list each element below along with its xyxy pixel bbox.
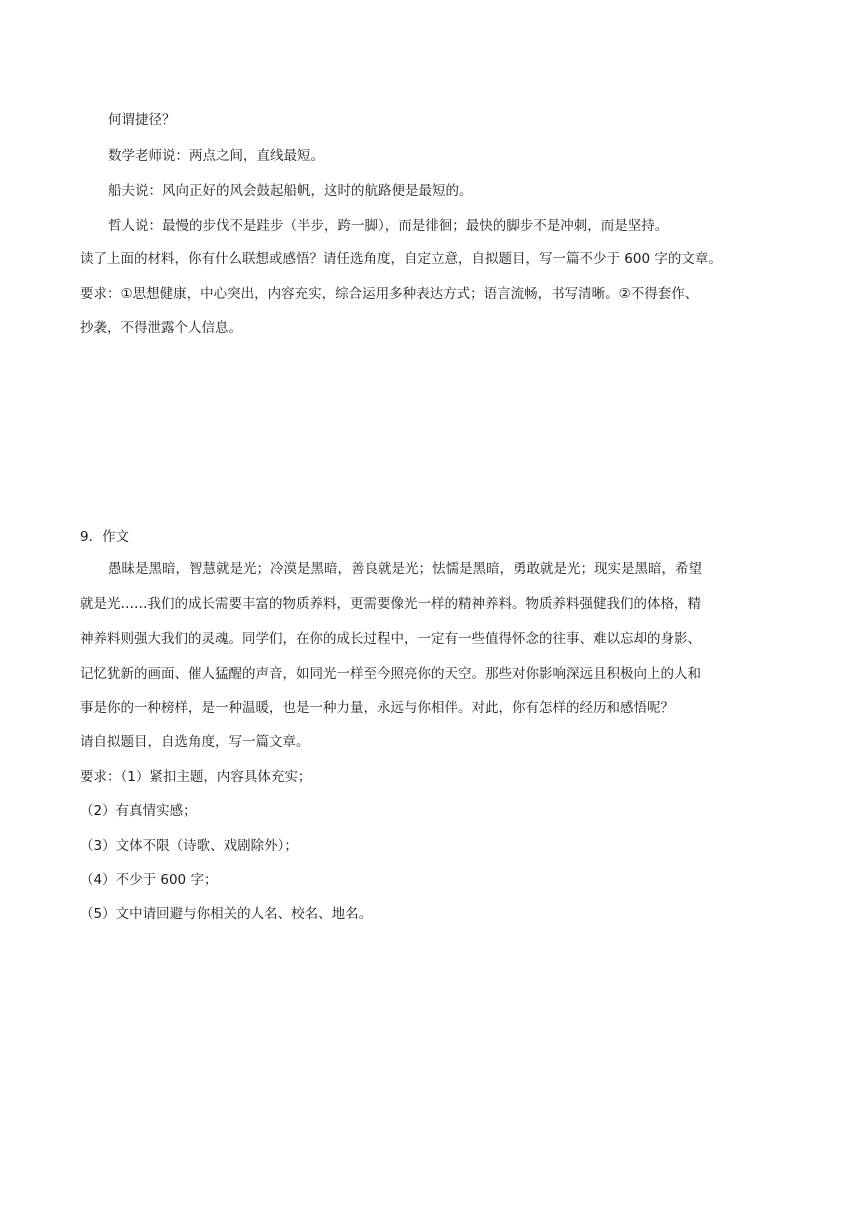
material-quote-philosopher: 哲人说：最慢的步伐不是跬步（半步，跨一脚），而是徘徊；最快的脚步不是冲刺，而是坚持。 bbox=[108, 218, 669, 234]
essay-prompt: 读了上面的材料，你有什么联想或感悟？请任选角度，自定立意，自拟题目，写一篇不少于 600 字的文章。 bbox=[80, 251, 722, 267]
passage-line-5: 事是你的一种榜样，是一种温暖，也是一种力量，永远与你相伴。对此，你有怎样的经历和感悟呢？ bbox=[80, 700, 674, 716]
passage-line-1: 愚昧是黑暗，智慧就是光；冷漠是黑暗，善良就是光；怯懦是黑暗，勇敢就是光；现实是黑暗，希望 bbox=[108, 561, 702, 577]
material-quote-math-teacher: 数学老师说：两点之间，直线最短。 bbox=[108, 148, 324, 164]
passage-line-3: 神养料则强大我们的灵魂。同学们，在你的成长过程中，一定有一些值得怀念的往事、难以忘却的身影、 bbox=[80, 631, 701, 647]
requirement-3: （3）文体不限（诗歌、戏剧除外）； bbox=[80, 838, 298, 854]
material-question: 何谓捷径？ bbox=[108, 112, 176, 128]
passage-line-4: 记忆犹新的画面、催人猛醒的声音，如同光一样至今照亮你的天空。那些对你影响深远且积极向上的人和 bbox=[80, 666, 701, 682]
question-9-heading: 9．作文 bbox=[80, 529, 130, 545]
requirement-2: （2）有真情实感； bbox=[80, 803, 197, 819]
material-quote-boatman: 船夫说：风向正好的风会鼓起船帆，这时的航路便是最短的。 bbox=[108, 183, 473, 199]
requirement-1: 要求：（1）紧扣主题，内容具体充实； bbox=[80, 769, 312, 785]
essay-requirement-line-2: 抄袭，不得泄露个人信息。 bbox=[80, 320, 242, 336]
requirement-4: （4）不少于 600 字； bbox=[80, 872, 218, 888]
requirement-5: （5）文中请回避与你相关的人名、校名、地名。 bbox=[80, 906, 373, 922]
passage-line-2: 就是光……我们的成长需要丰富的物质养料，更需要像光一样的精神养料。物质养料强健我们的体格，精 bbox=[80, 596, 701, 612]
essay-instruction: 请自拟题目，自选角度，写一篇文章。 bbox=[80, 734, 310, 750]
essay-requirement-line-1: 要求：①思想健康，中心突出，内容充实，综合运用多种表达方式；语言流畅，书写清晰。②不得套作、 bbox=[80, 286, 699, 302]
